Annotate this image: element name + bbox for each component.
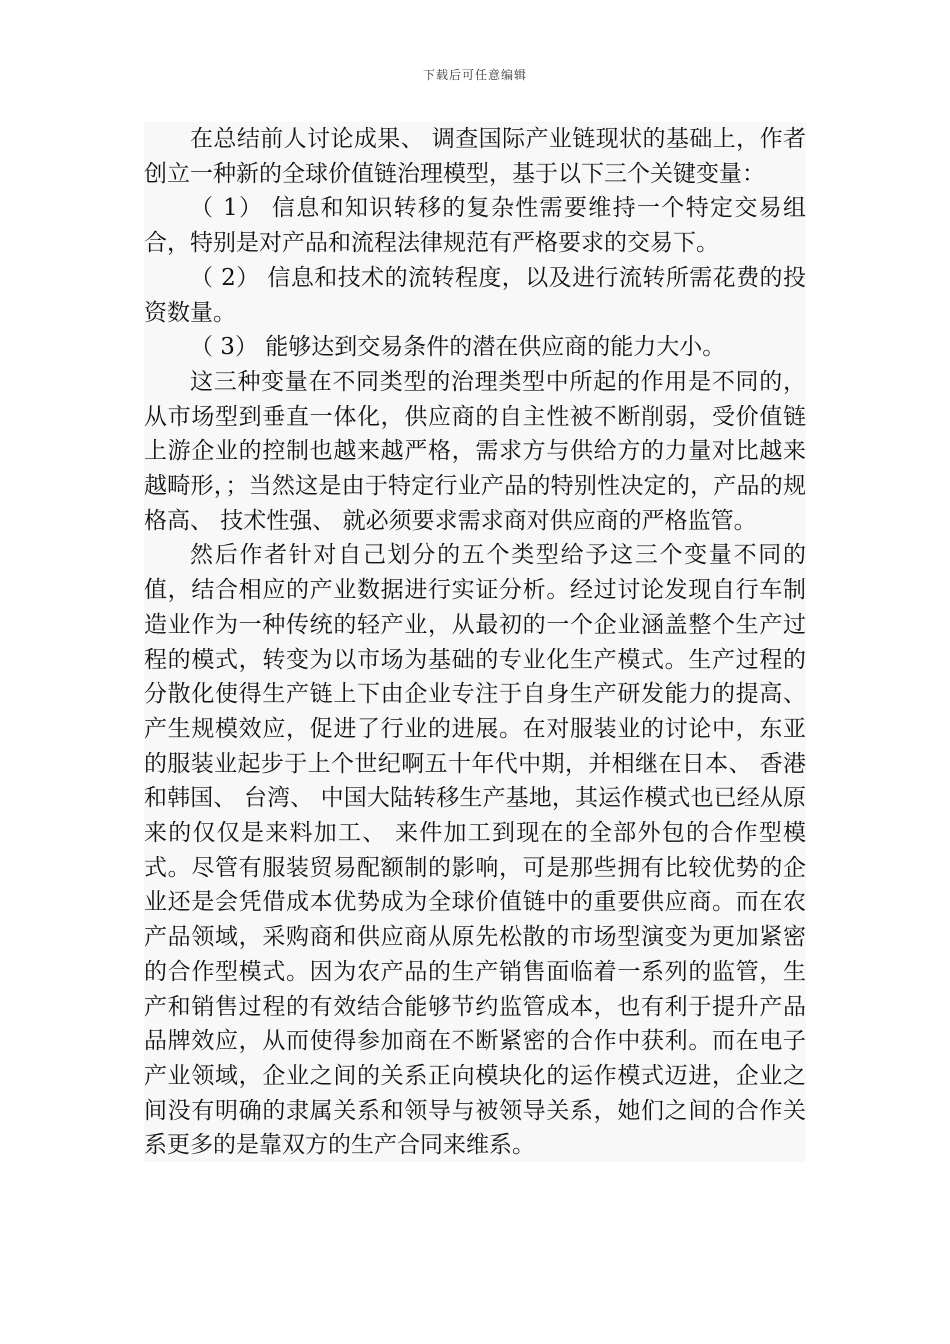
paragraph-variable-1: （ 1） 信息和知识转移的复杂性需要维持一个特定交易组合，特别是对产品和流程法律规范有严格要求的交易下。 xyxy=(144,195,806,257)
paragraph-variable-3: （ 3） 能够达到交易条件的潜在供应商的能力大小。 xyxy=(190,334,726,361)
paragraph-variable-roles: 这三种变量在不同类型的治理类型中所起的作用是不同的，从市场型到垂直一体化，供应商的自主性被不断削弱，受价值链上游企业的控制也越来越严格，需求方与供给方的力量对比越来越畸形，；当然这是由于特定行业产品的特别性决定的，产品的规格高、 技术性强、 就必须要求需求商对供应商的严格监管。 xyxy=(144,368,806,534)
paragraph-intro: 在总结前人讨论成果、 调查国际产业链现状的基础上，作者创立一种新的全球价值链治理模型，基于以下三个关键变量： xyxy=(144,126,806,187)
paragraph-variable-2: （ 2） 信息和技术的流转程度，以及进行流转所需花费的投资数量。 xyxy=(144,264,806,326)
page-header: 下载后可任意编辑 xyxy=(422,68,527,82)
body-text xyxy=(144,122,806,1162)
paragraph-industry-analysis: 然后作者针对自己划分的五个类型给予这三个变量不同的值，结合相应的产业数据进行实证分析。经过讨论发现自行车制造业作为一种传统的轻产业，从最初的一个企业涵盖整个生产过程的模式，转变为以市场为基础的专业化生产模式。生产过程的分散化使得生产链上下由企业专注于自身生产研发能力的提高、 产生规模效应，促进了行业的进展。在对服装业的讨论中，东亚的服装业起步于上个世纪啊五十年代中期，并相继在日本、 香港和韩国、 台湾、 中国大陆转移生产基地，其运作模式也已经从原来的仅仅是来料加工、 来件加工到现在的全部外包的合作型模式。尽管有服装贸易配额制的影响，可是那些拥有比较优势的企业还是会凭借成本优势成为全球价值链中的重要供应商。而在农产品领域，采购商和供应商从原先松散的市场型演变为更加紧密的合作型模式。因为农产品的生产销售面临着一系列的监管，生产和销售过程的有效结合能够节约监管成本，也有利于提升产品品牌效应，从而使得参加商在不断紧密的合作中获利。而在电子产业领域，企业之间的关系正向模块化的运作模式迈进，企业之间没有明确的隶属关系和领导与被领导关系，她们之间的合作关系更多的是靠双方的生产合同来维系。 xyxy=(144,542,806,1159)
